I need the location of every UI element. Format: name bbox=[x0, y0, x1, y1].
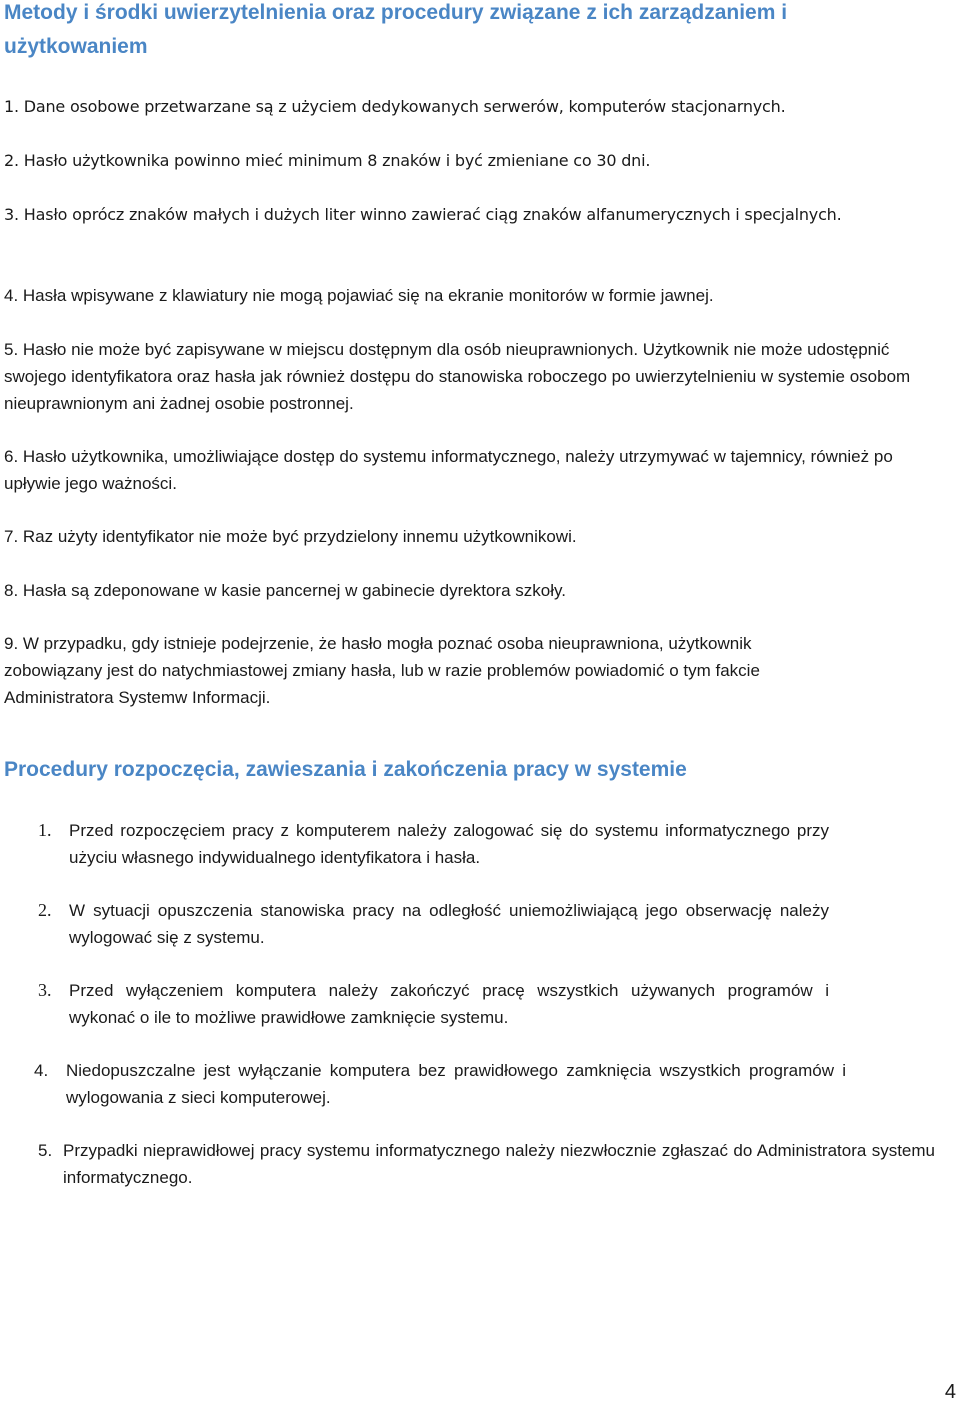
procedure-number: 2. bbox=[38, 900, 52, 920]
procedure-number: 1. bbox=[38, 820, 52, 840]
procedure-number: 3. bbox=[38, 980, 52, 1000]
section-heading-procedures: Procedury rozpoczęcia, zawieszania i zakończenia pracy w systemie bbox=[4, 758, 687, 781]
procedure-text: Przypadki nieprawidłowej pracy systemu informatycznego należy niezwłocznie zgłaszać do Administratora systemu informatycznego. bbox=[63, 1141, 935, 1187]
procedure-item-2 bbox=[0, 897, 960, 957]
procedure-number: 4. bbox=[34, 1061, 49, 1080]
rule-6: 6. Hasło użytkownika, umożliwiające dostęp do systemu informatycznego, należy utrzymywać w tajemnicy, również po upływie jego ważności. bbox=[4, 447, 893, 493]
rule-1: 1. Dane osobowe przetwarzane są z użyciem dedykowanych serwerów, komputerów stacjonarnych. bbox=[4, 97, 786, 116]
rule-3: 3. Hasło oprócz znaków małych i dużych liter winno zawierać ciąg znaków alfanumerycznych i specjalnych. bbox=[4, 205, 842, 224]
rule-5: 5. Hasło nie może być zapisywane w miejscu dostępnym dla osób nieuprawnionych. Użytkownik nie może udostępnić swojego identyfikatora oraz hasła jak również dostępu do stanowiska roboczego po uwierzytelnieniu w systemie osobom nieuprawnionym ani żadnej osobie postronnej. bbox=[4, 340, 911, 413]
rule-7: 7. Raz użyty identyfikator nie może być przydzielony innemu użytkownikowi. bbox=[4, 527, 577, 546]
procedure-item-3 bbox=[0, 977, 960, 1037]
procedure-text: Przed wyłączeniem komputera należy zakończyć pracę wszystkich używanych programów i wykonać o ile to możliwe prawidłowe zamknięcie systemu. bbox=[69, 981, 829, 1027]
rule-8: 8. Hasła są zdeponowane w kasie pancernej w gabinecie dyrektora szkoły. bbox=[4, 581, 566, 600]
procedure-number: 5. bbox=[38, 1141, 53, 1160]
rule-4: 4. Hasła wpisywane z klawiatury nie mogą pojawiać się na ekranie monitorów w formie jawnej. bbox=[4, 286, 714, 305]
rule-9: 9. W przypadku, gdy istnieje podejrzenie, że hasło mogła poznać osoba nieuprawniona, użytkownik zobowiązany jest do natychmiastowej zmiany hasła, lub w razie problemów powiadomić o tym fakcie Administratora Systemw Informacji. bbox=[4, 634, 760, 707]
procedure-item-4 bbox=[0, 1057, 960, 1117]
procedure-text: Niedopuszczalne jest wyłączanie komputera bez prawidłowego zamknięcia wszystkich programów i wylogowania z sieci komputerowej. bbox=[66, 1061, 846, 1107]
procedure-item-1 bbox=[0, 817, 960, 877]
procedure-item-5 bbox=[0, 1137, 960, 1197]
page-number: 4 bbox=[944, 1381, 956, 1403]
procedure-text: Przed rozpoczęciem pracy z komputerem należy zalogować się do systemu informatycznego przy użyciu własnego indywidualnego identyfikatora i hasła. bbox=[69, 821, 829, 867]
procedure-text: W sytuacji opuszczenia stanowiska pracy na odległość uniemożliwiającą jego obserwację należy wylogować się z systemu. bbox=[69, 901, 829, 947]
rule-2: 2. Hasło użytkownika powinno mieć minimum 8 znaków i być zmieniane co 30 dni. bbox=[4, 151, 651, 170]
section-heading-authentication: Metody i środki uwierzytelnienia oraz procedury związane z ich zarządzaniem i użytkowaniem bbox=[4, 1, 788, 58]
